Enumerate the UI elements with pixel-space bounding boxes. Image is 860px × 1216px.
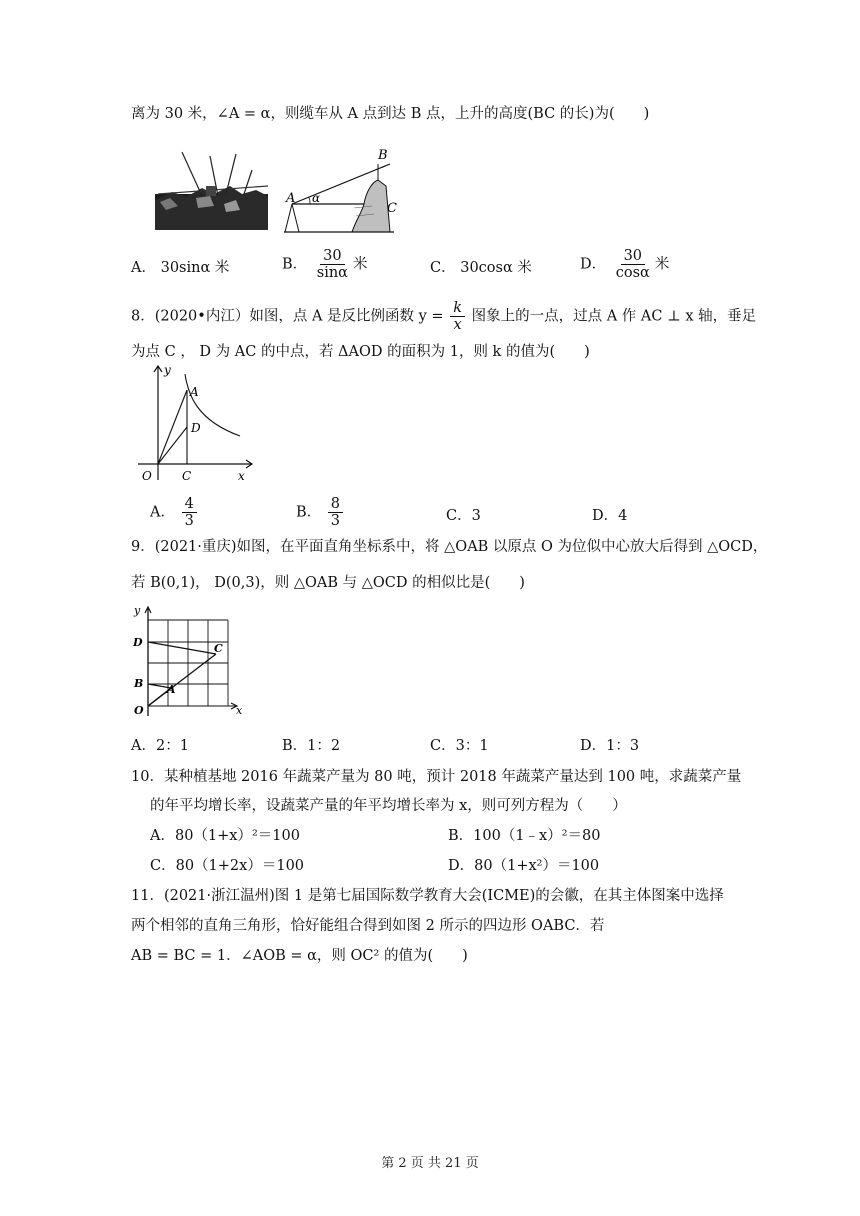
label-y: y [164,363,171,377]
q9-option-d[interactable]: D．1：3 [580,738,640,754]
q8-graph [130,362,260,486]
label-x: x [236,704,243,716]
label-B: B [378,148,388,163]
q7-option-c[interactable]: C． 30cosα 米 [430,260,532,276]
label-O: O [134,704,144,716]
label-B: B [134,677,144,690]
page-footer: 第 2 页 共 21 页 [381,1156,479,1171]
label-x: x [238,469,245,483]
q10-option-c[interactable]: C．80（1+2x）＝100 [150,858,305,874]
q10-option-a[interactable]: A．80（1+x）²＝100 [150,828,300,844]
cable-car-photo [152,150,270,232]
q10-option-b[interactable]: B．100（1﹣x）²＝80 [448,828,601,844]
label-C: C [214,642,223,655]
q9-line2: 若 B(0,1)， D(0,3)，则 △OAB 与 △OCD 的相似比是( ) [131,575,525,591]
q9-option-c[interactable]: C．3：1 [430,738,489,754]
label-O: O [142,469,152,483]
label-D: D [191,421,201,435]
q10-line1: 10．某种植基地 2016 年蔬菜产量为 80 吨，预计 2018 年蔬菜产量达到 100 吨，求蔬菜产量 [131,769,742,785]
q9-option-b[interactable]: B．1：2 [282,738,341,754]
label-A: A [286,191,296,206]
q10-option-d[interactable]: D．80（1+x²）＝100 [448,858,600,874]
q11-line2: 两个相邻的直角三角形，恰好能组合得到如图 2 所示的四边形 OABC．若 [131,918,605,934]
q8-line1: 8．(2020•内江）如图，点 A 是反比例函数 y = $\frac{k}{x}$ 图象上的一点，过点 A 作 AC ⊥ x 轴，垂足 [131,300,757,333]
q10-line2: 的年平均增长率，设蔬菜产量的年平均增长率为 x，则可列方程为（ ） [150,798,627,814]
q11-line1: 11．(2021·浙江温州)图 1 是第七届国际数学教育大会(ICME)的会徽，在其主体图案中选择 [131,888,724,904]
q7-option-d[interactable]: D． $\frac{30}{\cos\alpha}$ 米 [580,248,670,281]
label-A: A [167,683,176,696]
q11-line3: AB = BC = 1．∠AOB = α，则 OC² 的值为( ) [131,948,468,964]
q8-option-d[interactable]: D．4 [592,508,628,524]
label-D: D [133,636,143,649]
label-y: y [134,604,141,617]
label-A: A [190,385,199,399]
label-alpha: α [312,191,321,205]
q9-line1: 9．(2021·重庆)如图，在平面直角坐标系中，将 △OAB 以原点 O 为位似中心放大后得到 △OCD， [131,539,768,555]
q7-stem: 离为 30 米，∠A = α，则缆车从 A 点到达 B 点，上升的高度(BC 的长)为( ) [131,106,650,122]
q8-option-c[interactable]: C．3 [446,508,481,524]
q8-option-b[interactable]: B． $\frac{8}{3}$ [296,496,345,529]
q9-grid-graph [128,604,246,716]
q8-line2: 为点 C ， D 为 AC 的中点，若 ΔAOD 的面积为 1，则 k 的值为( ) [131,344,590,360]
q9-option-a[interactable]: A．2：1 [131,738,189,754]
label-C: C [182,469,192,483]
q8-option-a[interactable]: A． $\frac{4}{3}$ [150,496,199,529]
cable-car-diagram [282,146,402,236]
q7-option-a[interactable]: A． 30sinα 米 [131,260,230,276]
label-C: C [387,201,397,216]
q7-option-b[interactable]: B． $\frac{30}{\sin\alpha}$ 米 [282,248,368,281]
